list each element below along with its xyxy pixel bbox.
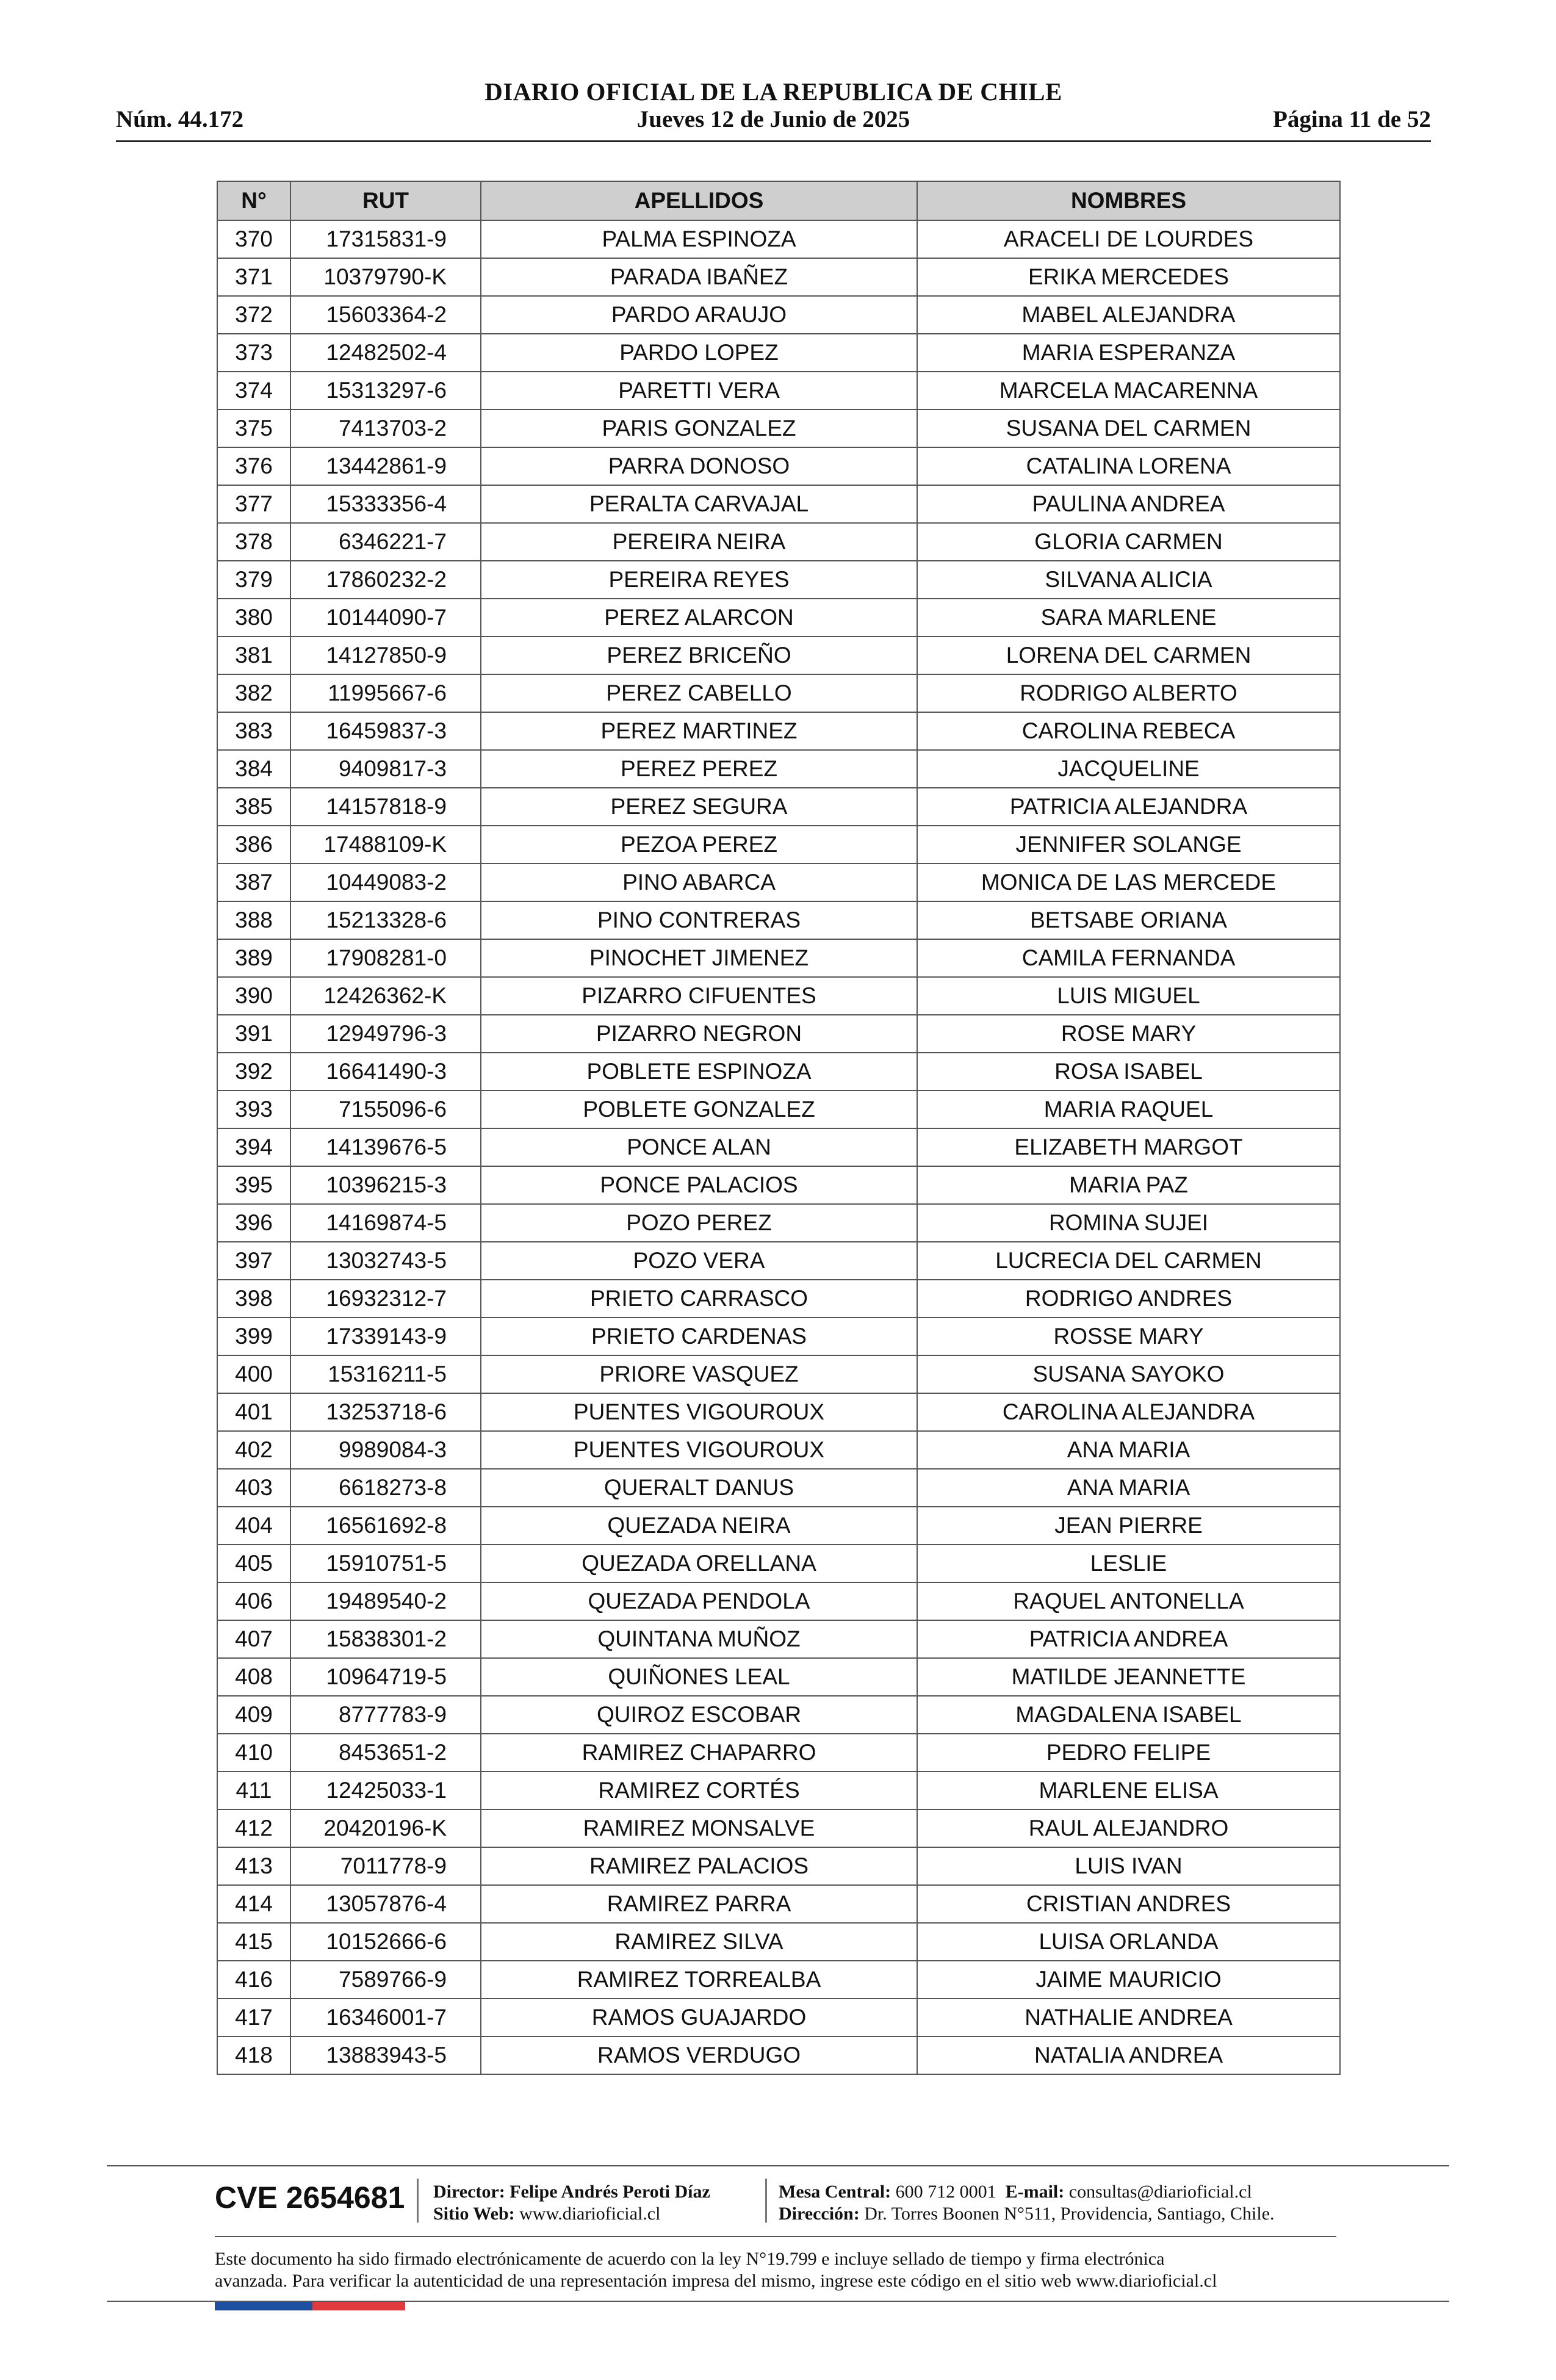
table-row [217,939,1340,977]
cell-nombres: MARIA ESPERANZA [917,334,1340,372]
cell-apellidos: QUIROZ ESCOBAR [481,1696,917,1734]
cell-rut: 19489540-2 [290,1582,481,1620]
cell-rut: 12949796-3 [290,1015,481,1053]
cell-apellidos: RAMIREZ PARRA [481,1885,917,1923]
cell-apellidos: POBLETE ESPINOZA [481,1053,917,1091]
cell-row-number: 374 [217,372,290,409]
site-link[interactable]: www.diarioficial.cl [519,2204,661,2224]
cell-nombres: MARIA RAQUEL [917,1091,1340,1128]
cell-rut: 17315831-9 [290,220,481,258]
column-header-number: N° [217,181,290,220]
cell-nombres: ROSA ISABEL [917,1053,1340,1091]
table-row [217,447,1340,485]
cell-rut: 14157818-9 [290,788,481,826]
table-row [217,1545,1340,1582]
table-row [217,1280,1340,1318]
cell-apellidos: QUEZADA NEIRA [481,1507,917,1545]
cell-nombres: ROSSE MARY [917,1318,1340,1355]
cell-apellidos: PINO ABARCA [481,864,917,901]
cell-rut: 14139676-5 [290,1128,481,1166]
cell-rut: 15910751-5 [290,1545,481,1582]
cell-nombres: CAROLINA ALEJANDRA [917,1393,1340,1431]
cell-nombres: JENNIFER SOLANGE [917,826,1340,864]
cell-nombres: MARLENE ELISA [917,1772,1340,1809]
column-header-nombres: NOMBRES [917,181,1340,220]
cell-row-number: 416 [217,1961,290,1999]
flag-stripe-blue [215,2302,312,2310]
cell-rut: 10144090-7 [290,599,481,636]
cell-nombres: SUSANA DEL CARMEN [917,409,1340,447]
cell-rut: 9989084-3 [290,1431,481,1469]
cell-apellidos: QUERALT DANUS [481,1469,917,1507]
cell-rut: 15213328-6 [290,901,481,939]
cell-nombres: CAROLINA REBECA [917,712,1340,750]
cell-nombres: ANA MARIA [917,1431,1340,1469]
cell-apellidos: PIZARRO NEGRON [481,1015,917,1053]
cell-apellidos: QUEZADA ORELLANA [481,1545,917,1582]
table-row [217,826,1340,864]
cell-apellidos: PEREZ CABELLO [481,674,917,712]
cell-apellidos: PIZARRO CIFUENTES [481,977,917,1015]
table-row [217,1696,1340,1734]
issue-number: Núm. 44.172 [116,106,244,132]
cell-nombres: MONICA DE LAS MERCEDE [917,864,1340,901]
cell-row-number: 412 [217,1809,290,1847]
cell-nombres: BETSABE ORIANA [917,901,1340,939]
cell-row-number: 379 [217,561,290,599]
cell-apellidos: PEREZ ALARCON [481,599,917,636]
cell-rut: 10396215-3 [290,1166,481,1204]
cell-rut: 8777783-9 [290,1696,481,1734]
cell-row-number: 409 [217,1696,290,1734]
cell-row-number: 371 [217,258,290,296]
cell-row-number: 380 [217,599,290,636]
cell-nombres: GLORIA CARMEN [917,523,1340,561]
cell-nombres: ROSE MARY [917,1015,1340,1053]
cell-nombres: LUIS IVAN [917,1847,1340,1885]
cell-row-number: 392 [217,1053,290,1091]
mesa-label: Mesa Central: [779,2182,891,2202]
cell-apellidos: PRIETO CARRASCO [481,1280,917,1318]
cell-rut: 7413703-2 [290,409,481,447]
cell-row-number: 388 [217,901,290,939]
footer-separator [417,2179,419,2223]
cell-nombres: ERIKA MERCEDES [917,258,1340,296]
email-link[interactable]: consultas@diarioficial.cl [1068,2182,1252,2202]
table-row [217,636,1340,674]
cell-rut: 13253718-6 [290,1393,481,1431]
cell-apellidos: PEREZ MARTINEZ [481,712,917,750]
table-row [217,485,1340,523]
cell-apellidos: PEREZ PEREZ [481,750,917,788]
table-row [217,1772,1340,1809]
cell-rut: 16641490-3 [290,1053,481,1091]
table-row [217,1923,1340,1961]
table-row [217,258,1340,296]
cell-apellidos: QUINTANA MUÑOZ [481,1620,917,1658]
table-row [217,1053,1340,1091]
cell-rut: 13442861-9 [290,447,481,485]
cell-rut: 14127850-9 [290,636,481,674]
cell-row-number: 381 [217,636,290,674]
table-row [217,220,1340,258]
cell-nombres: PATRICIA ANDREA [917,1620,1340,1658]
cell-apellidos: PARRA DONOSO [481,447,917,485]
table-row [217,1999,1340,2036]
cell-nombres: NATHALIE ANDREA [917,1999,1340,2036]
table-row [217,1091,1340,1128]
cell-row-number: 415 [217,1923,290,1961]
cell-row-number: 372 [217,296,290,334]
table-row [217,1469,1340,1507]
table-row [217,788,1340,826]
table-row [217,1015,1340,1053]
cell-apellidos: PARDO LOPEZ [481,334,917,372]
cell-row-number: 399 [217,1318,290,1355]
table-row [217,977,1340,1015]
cell-apellidos: PINO CONTRERAS [481,901,917,939]
contact-block [779,2181,1275,2225]
cell-rut: 10449083-2 [290,864,481,901]
cell-apellidos: POBLETE GONZALEZ [481,1091,917,1128]
cell-row-number: 410 [217,1734,290,1772]
cell-nombres: SARA MARLENE [917,599,1340,636]
cell-row-number: 390 [217,977,290,1015]
cell-rut: 7011778-9 [290,1847,481,1885]
cell-row-number: 387 [217,864,290,901]
cell-nombres: MARCELA MACARENNA [917,372,1340,409]
cell-apellidos: RAMIREZ TORREALBA [481,1961,917,1999]
cell-apellidos: PEZOA PEREZ [481,826,917,864]
cell-rut: 12482502-4 [290,334,481,372]
table-row [217,372,1340,409]
cell-row-number: 408 [217,1658,290,1696]
table-row [217,1355,1340,1393]
cell-rut: 6618273-8 [290,1469,481,1507]
table-row [217,1961,1340,1999]
cell-nombres: ANA MARIA [917,1469,1340,1507]
cell-row-number: 384 [217,750,290,788]
cell-row-number: 389 [217,939,290,977]
cell-apellidos: PEREIRA NEIRA [481,523,917,561]
cell-nombres: ARACELI DE LOURDES [917,220,1340,258]
table-row [217,1620,1340,1658]
column-header-rut: RUT [290,181,481,220]
cell-row-number: 396 [217,1204,290,1242]
table-row [217,1431,1340,1469]
cell-row-number: 373 [217,334,290,372]
cell-apellidos: PARADA IBAÑEZ [481,258,917,296]
cell-nombres: MARIA PAZ [917,1166,1340,1204]
table-row [217,712,1340,750]
cell-row-number: 418 [217,2036,290,2074]
cell-row-number: 398 [217,1280,290,1318]
cell-apellidos: PINOCHET JIMENEZ [481,939,917,977]
legal-line: Este documento ha sido firmado electrónicamente de acuerdo con la ley N°19.799 e incluye sellado de tiempo y firma electrónica [215,2249,1165,2269]
cell-apellidos: RAMOS VERDUGO [481,2036,917,2074]
cell-rut: 16459837-3 [290,712,481,750]
cell-nombres: RODRIGO ALBERTO [917,674,1340,712]
cell-rut: 9409817-3 [290,750,481,788]
cell-row-number: 382 [217,674,290,712]
cell-rut: 17860232-2 [290,561,481,599]
table-row [217,1847,1340,1885]
table-row [217,674,1340,712]
footer-top-divider [107,2165,1449,2166]
cell-row-number: 406 [217,1582,290,1620]
cell-row-number: 370 [217,220,290,258]
cell-nombres: RAQUEL ANTONELLA [917,1582,1340,1620]
cell-row-number: 386 [217,826,290,864]
cell-apellidos: RAMIREZ MONSALVE [481,1809,917,1847]
table-row [217,334,1340,372]
cell-apellidos: PONCE PALACIOS [481,1166,917,1204]
cell-rut: 14169874-5 [290,1204,481,1242]
cve-code: CVE 2654681 [215,2180,405,2215]
cell-row-number: 403 [217,1469,290,1507]
director-block [433,2181,710,2225]
cell-rut: 13883943-5 [290,2036,481,2074]
cell-row-number: 414 [217,1885,290,1923]
cell-rut: 12426362-K [290,977,481,1015]
table-row [217,1128,1340,1166]
page-header [116,72,1431,145]
cell-rut: 10964719-5 [290,1658,481,1696]
cell-nombres: SILVANA ALICIA [917,561,1340,599]
table-row [217,523,1340,561]
cell-apellidos: QUIÑONES LEAL [481,1658,917,1696]
footer-separator [765,2179,767,2223]
cell-apellidos: PRIORE VASQUEZ [481,1355,917,1393]
cell-nombres: RODRIGO ANDRES [917,1280,1340,1318]
cell-nombres: LESLIE [917,1545,1340,1582]
cell-rut: 20420196-K [290,1809,481,1847]
cell-row-number: 402 [217,1431,290,1469]
cell-rut: 7155096-6 [290,1091,481,1128]
publication-title: DIARIO OFICIAL DE LA REPUBLICA DE CHILE [484,78,1062,106]
cell-nombres: LUCRECIA DEL CARMEN [917,1242,1340,1280]
cell-rut: 6346221-7 [290,523,481,561]
table-row [217,599,1340,636]
site-label: Sitio Web: [433,2204,515,2224]
cell-row-number: 378 [217,523,290,561]
cell-rut: 7589766-9 [290,1961,481,1999]
table-row [217,750,1340,788]
cell-apellidos: PARIS GONZALEZ [481,409,917,447]
cell-apellidos: PUENTES VIGOUROUX [481,1431,917,1469]
cell-apellidos: PUENTES VIGOUROUX [481,1393,917,1431]
cell-rut: 15603364-2 [290,296,481,334]
cell-rut: 13032743-5 [290,1242,481,1280]
cell-nombres: CATALINA LORENA [917,447,1340,485]
table-row [217,1734,1340,1772]
cell-rut: 12425033-1 [290,1772,481,1809]
cell-rut: 16932312-7 [290,1280,481,1318]
cell-apellidos: POZO VERA [481,1242,917,1280]
cell-row-number: 411 [217,1772,290,1809]
cell-row-number: 393 [217,1091,290,1128]
cell-nombres: MAGDALENA ISABEL [917,1696,1340,1734]
address-value: Dr. Torres Boonen N°511, Providencia, Santiago, Chile. [864,2204,1275,2224]
cell-apellidos: PARDO ARAUJO [481,296,917,334]
cell-apellidos: PARETTI VERA [481,372,917,409]
table-header-row [217,181,1340,220]
cell-nombres: ELIZABETH MARGOT [917,1128,1340,1166]
cell-row-number: 377 [217,485,290,523]
cell-nombres: PAULINA ANDREA [917,485,1340,523]
mesa-phone: 600 712 0001 [895,2182,996,2202]
cell-nombres: JEAN PIERRE [917,1507,1340,1545]
legal-notice [215,2248,1350,2292]
cell-row-number: 401 [217,1393,290,1431]
table-row [217,1582,1340,1620]
table-row [217,1166,1340,1204]
cell-row-number: 391 [217,1015,290,1053]
table-row [217,1885,1340,1923]
cell-apellidos: QUEZADA PENDOLA [481,1582,917,1620]
cell-nombres: SUSANA SAYOKO [917,1355,1340,1393]
cell-row-number: 400 [217,1355,290,1393]
cell-nombres: LUIS MIGUEL [917,977,1340,1015]
cell-row-number: 383 [217,712,290,750]
cell-nombres: LORENA DEL CARMEN [917,636,1340,674]
table-row [217,1393,1340,1431]
cell-row-number: 404 [217,1507,290,1545]
cell-rut: 17908281-0 [290,939,481,977]
cell-apellidos: PEREZ SEGURA [481,788,917,826]
flag-stripe-red [312,2302,405,2310]
table-row [217,864,1340,901]
publication-date: Jueves 12 de Junio de 2025 [636,106,910,132]
cell-row-number: 397 [217,1242,290,1280]
cell-nombres: ROMINA SUJEI [917,1204,1340,1242]
cell-rut: 15313297-6 [290,372,481,409]
cell-apellidos: RAMOS GUAJARDO [481,1999,917,2036]
table-row [217,1242,1340,1280]
table-row [217,296,1340,334]
page-number: Página 11 de 52 [1273,106,1431,132]
cell-row-number: 417 [217,1999,290,2036]
cell-nombres: MATILDE JEANNETTE [917,1658,1340,1696]
cell-row-number: 405 [217,1545,290,1582]
table-row [217,409,1340,447]
cell-apellidos: POZO PEREZ [481,1204,917,1242]
column-header-apellidos: APELLIDOS [481,181,917,220]
cell-apellidos: PERALTA CARVAJAL [481,485,917,523]
cell-rut: 17339143-9 [290,1318,481,1355]
cell-row-number: 413 [217,1847,290,1885]
director-name: Felipe Andrés Peroti Díaz [510,2182,710,2202]
cell-rut: 10152666-6 [290,1923,481,1961]
cell-apellidos: PRIETO CARDENAS [481,1318,917,1355]
cell-row-number: 376 [217,447,290,485]
director-label: Director: [433,2182,505,2202]
cell-nombres: PATRICIA ALEJANDRA [917,788,1340,826]
cell-rut: 8453651-2 [290,1734,481,1772]
table-row [217,561,1340,599]
cell-rut: 13057876-4 [290,1885,481,1923]
cell-rut: 16561692-8 [290,1507,481,1545]
cell-rut: 16346001-7 [290,1999,481,2036]
table-row [217,901,1340,939]
cell-nombres: JAIME MAURICIO [917,1961,1340,1999]
cell-rut: 17488109-K [290,826,481,864]
cell-nombres: CRISTIAN ANDRES [917,1885,1340,1923]
cell-row-number: 385 [217,788,290,826]
cell-row-number: 407 [217,1620,290,1658]
cell-apellidos: PONCE ALAN [481,1128,917,1166]
cell-rut: 15838301-2 [290,1620,481,1658]
address-label: Dirección: [779,2204,860,2224]
cell-apellidos: PEREIRA REYES [481,561,917,599]
cell-apellidos: RAMIREZ CORTÉS [481,1772,917,1809]
table-row [217,1204,1340,1242]
legal-line: avanzada. Para verificar la autenticidad de una representación impresa del mismo, ingrese este código en el sitio web www.diarioficial.cl [215,2271,1217,2291]
cell-row-number: 395 [217,1166,290,1204]
cell-apellidos: RAMIREZ PALACIOS [481,1847,917,1885]
email-label: E-mail: [1005,2182,1065,2202]
cell-nombres: NATALIA ANDREA [917,2036,1340,2074]
cell-nombres: LUISA ORLANDA [917,1923,1340,1961]
cell-nombres: MABEL ALEJANDRA [917,296,1340,334]
footer-mid-divider [215,2236,1336,2237]
cell-nombres: CAMILA FERNANDA [917,939,1340,977]
table-row [217,1809,1340,1847]
cell-nombres: PEDRO FELIPE [917,1734,1340,1772]
cell-rut: 15316211-5 [290,1355,481,1393]
header-divider [116,140,1431,142]
cell-rut: 15333356-4 [290,485,481,523]
cell-rut: 10379790-K [290,258,481,296]
cell-apellidos: PALMA ESPINOZA [481,220,917,258]
names-table [217,181,1341,2075]
cell-apellidos: RAMIREZ SILVA [481,1923,917,1961]
cell-row-number: 394 [217,1128,290,1166]
table-row [217,1318,1340,1355]
cell-nombres: RAUL ALEJANDRO [917,1809,1340,1847]
table-row [217,1658,1340,1696]
cell-apellidos: RAMIREZ CHAPARRO [481,1734,917,1772]
cell-nombres: JACQUELINE [917,750,1340,788]
table-row [217,2036,1340,2074]
cell-rut: 11995667-6 [290,674,481,712]
cell-apellidos: PEREZ BRICEÑO [481,636,917,674]
cell-row-number: 375 [217,409,290,447]
table-row [217,1507,1340,1545]
